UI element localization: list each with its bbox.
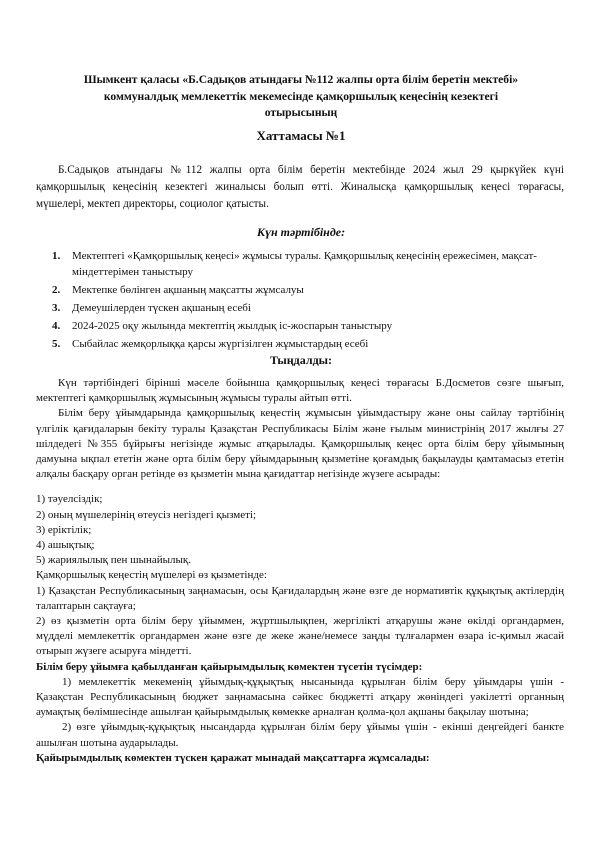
- charity-item-2: 2) өзге ұйымдық-құқықтық нысандарда құрылған білім беру ұйымы үшін - екінші деңгейдегі банкте ашылған шотына аударылады.: [36, 721, 564, 749]
- agenda-item-text: Демеушілерден түскен ақшаның есебі: [72, 301, 251, 314]
- body-paragraph-2: Білім беру ұйымдарында қамқоршылық кеңестің жұмысын ұйымдастыру және оны сайлау тәртібінің үлгілік қағидаларын бекіту туралы Қазақстан Республикасы Білім және ғылым министрінің 2017 жылғы 27 шілдедегі №355 бұйрығы негізінде жұмыс атқарылады. Қамқоршылық кеңес орта білім беру ұйымының дамуына ықпал ететін және орта білім беру ұйымдарының қызметіне қоғамдық бақылауды қамтамасыз ететін алқалы басқару орган ретінде өз қызметін мына қағидаттар негізінде жүзеге асырады:: [36, 407, 564, 481]
- principle-item: 4) ашықтық;: [36, 539, 95, 552]
- header-line-2: коммуналдық мемлекеттік мекемесінде қамқоршылық кеңесінің кезектегі: [103, 89, 499, 103]
- principle-item: 5) жариялылық пен шынайылық.: [36, 554, 191, 567]
- agenda-title: Күн тәртібінде:: [256, 225, 346, 239]
- agenda-item: [52, 319, 562, 335]
- document-body: [36, 376, 564, 766]
- document-header: [40, 72, 562, 122]
- heard-title: Тыңдалды:: [269, 353, 333, 367]
- agenda-item-text: 2024-2025 оқу жылында мектептің жылдық іс-жоспарын таныстыру: [72, 320, 393, 333]
- agenda-item-number: 1.: [52, 250, 61, 262]
- agenda-item-number: 3.: [52, 301, 61, 314]
- funds-heading: Қайырымдылық көмектен түскен қаражат мынадай мақсаттарға жұмсалады:: [36, 751, 430, 764]
- agenda-item-number: 2.: [52, 283, 61, 296]
- member-duty-2: 2) өз қызметін орта білім беру ұйыммен, жұртшылықпен, жергілікті атқарушы және өкілді органдармен, мүдделі мемлекеттік органдармен және өзге де жеке және/немесе заңды тұлғалармен өзара іс-қимыл жасай отырып жүзеге асыруға міндетті.: [36, 615, 564, 658]
- agenda-item-number: 5.: [52, 338, 61, 351]
- agenda-item-text: Мектепке бөлінген ақшаның мақсатты жұмсалуы: [72, 283, 304, 296]
- agenda-item-text: Сыбайлас жемқорлыққа қарсы жүргізілген жұмыстардың есебі: [72, 338, 369, 351]
- agenda-item-number: 4.: [52, 320, 61, 333]
- protocol-title: Хаттамасы №1: [256, 128, 346, 143]
- agenda-list: [52, 249, 562, 356]
- member-duty-1: 1) Қазақстан Республикасының заңнамасын, осы Қағидалардың және өзге де нормативтік құқықтық актілердің талаптарын сақтауға;: [36, 584, 564, 612]
- intro-paragraph: Б.Садықов атындағы №112 жалпы орта білім беретін мектебінде 2024 жыл 29 қыркүйек күні қамқоршылық кеңесінің кезектегі жиналысы болып өтті. Жиналысқа қамқоршылық кеңесі төрағасы, мүшелері, мектеп директоры, социолог қатысты.: [36, 164, 564, 210]
- agenda-item: [52, 283, 562, 299]
- agenda-item-text: Мектептегі «Қамқоршылық кеңесі» жұмысы туралы. Қамқоршылық кеңесінің ережесімен, мақсат-міндеттерімен таныстыру: [72, 250, 537, 278]
- charity-heading: Білім беру ұйымға қабылданған қайырымдылық көмектен түсетін түсімдер:: [36, 660, 423, 673]
- header-line-3: отырысының: [264, 106, 338, 119]
- agenda-item: [52, 301, 562, 317]
- agenda-item: [52, 249, 562, 280]
- agenda-item: [52, 337, 562, 353]
- body-paragraph-1: Күн тәртібіндегі бірінші мәселе бойынша қамқоршылық кеңесі төрағасы Б.Досметов сөзге шығып, мектептегі қамқоршылық жұмысының жұмысы туралы айтып өтті.: [36, 377, 564, 405]
- charity-item-1: 1) мемлекеттік мекеменің ұйымдық-құқықтық нысанында құрылған білім беру ұйымдары үшін - Қазақстан Республикасының бюджет заңнамасына сәйкес бюджетті атқару жөніндегі уәкілетті органның аумақтық бөлімшесінде ашылған қайырымдылық көмекке арналған қолма-қол ақшаны бақылау шотына;: [36, 675, 564, 719]
- principle-item: 2) оның мүшелерінің өтеусіз негіздегі қызметі;: [36, 508, 257, 521]
- principle-item: 1) тәуелсіздік;: [36, 493, 103, 506]
- header-line-1: Шымкент қаласы «Б.Садықов атындағы №112 жалпы орта білім беретін мектебі»: [83, 73, 519, 86]
- principle-item: 3) еріктілік;: [36, 523, 92, 536]
- members-intro: Қамқоршылық кеңестің мүшелері өз қызметінде:: [36, 569, 267, 582]
